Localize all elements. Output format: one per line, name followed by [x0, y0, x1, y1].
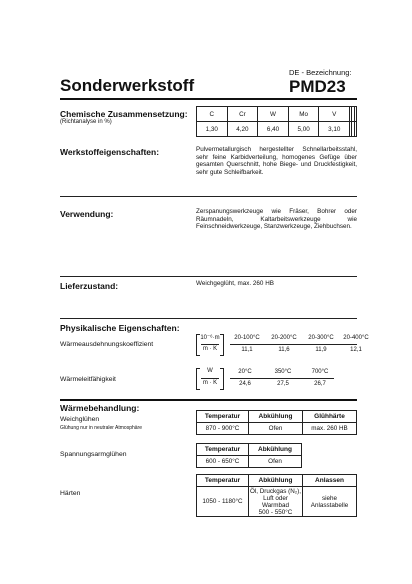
- chem-element: Cr: [227, 107, 258, 122]
- delivery-text: Weichgeglüht, max. 260 HB: [196, 280, 274, 287]
- conductivity-underline: [230, 378, 334, 379]
- expansion-label: Wärmeausdehnungskoeffizient: [60, 341, 154, 348]
- conductivity-temp: 700°C: [311, 369, 329, 375]
- chem-element: C: [197, 107, 228, 122]
- expansion-range: 20-300°C: [308, 335, 334, 341]
- hardening-table: [196, 474, 357, 517]
- fraction-line: [201, 344, 219, 345]
- expansion-value: 12,1: [350, 347, 362, 353]
- chem-heading: Chemische Zusammensetzung:: [60, 109, 188, 119]
- header-divider: [60, 98, 357, 100]
- chem-value: 4,20: [227, 122, 258, 137]
- heat-heading: Wärmebehandlung:: [60, 403, 140, 413]
- expansion-value: 11,9: [315, 347, 327, 353]
- table-header: Temperatur: [197, 444, 249, 456]
- annealing-label: Weichglühen: [60, 416, 100, 423]
- chem-value: 3,10: [319, 122, 350, 137]
- chem-subheading: (Richtanalyse in %): [60, 119, 112, 125]
- expansion-range: 20-100°C: [234, 335, 260, 341]
- table-header: Abkühlung: [249, 411, 303, 423]
- conductivity-unit-top: W: [207, 368, 213, 374]
- table-header: Abkühlung: [249, 475, 303, 487]
- designation-value: PMD23: [289, 77, 346, 96]
- physical-heading: Physikalische Eigenschaften:: [60, 323, 180, 333]
- chem-element: [354, 107, 356, 122]
- stress-table: [196, 443, 302, 468]
- props-text: Pulvermetallurgisch hergestellter Schnellarbeitsstahl, sehr feine Karbidverteilung, homogenes Gefüge über gesamten Querschnitt, hohe Biege- und Druckfestigkeit, sehr gute Schleifbarkeit.: [196, 146, 357, 176]
- usage-heading: Verwendung:: [60, 209, 114, 219]
- section-divider: [60, 399, 357, 401]
- table-cell: 870 - 900°C: [197, 423, 249, 435]
- conductivity-value: 27,5: [277, 381, 289, 387]
- conductivity-unit-bottom: m · K: [202, 380, 218, 386]
- cooling-line: 500 - 550°C: [258, 508, 293, 516]
- section-divider: [60, 318, 357, 319]
- cooling-line: Öl, Druckgas (N₂),: [249, 487, 302, 495]
- chem-value: 6,40: [258, 122, 289, 137]
- table-header: Glühhärte: [303, 411, 357, 423]
- props-heading: Werkstoffeigenschaften:: [60, 147, 160, 157]
- table-cell: 1050 - 1180°C: [197, 487, 249, 517]
- cooling-line: Luft oder Warmbad: [261, 494, 290, 509]
- table-cell: [303, 487, 357, 517]
- chem-table: [196, 106, 357, 137]
- table-cell: Ofen: [249, 423, 303, 435]
- section-divider: [60, 196, 357, 197]
- table-cell: Ofen: [249, 456, 302, 468]
- expansion-unit-top: 10⁻⁶·m: [200, 335, 220, 341]
- table-header: Temperatur: [197, 475, 249, 487]
- chem-value: [354, 122, 356, 137]
- chem-element: V: [319, 107, 350, 122]
- conductivity-temp: 350°C: [274, 369, 292, 375]
- expansion-underline: [230, 344, 357, 345]
- conductivity-label: Wärmeleitfähigkeit: [60, 376, 116, 383]
- chem-element: W: [258, 107, 289, 122]
- expansion-range: 20-400°C: [343, 335, 369, 341]
- fraction-line: [201, 378, 219, 379]
- chem-value: 1,30: [197, 122, 228, 137]
- conductivity-value: 26,7: [314, 381, 326, 387]
- delivery-heading: Lieferzustand:: [60, 281, 119, 291]
- annealing-sub: Glühung nur in neutraler Atmosphäre: [60, 425, 142, 431]
- expansion-value: 11,6: [278, 347, 290, 353]
- hardening-label: Härten: [60, 490, 81, 497]
- tempering-line: siehe: [321, 494, 338, 502]
- table-cell: 600 - 650°C: [197, 456, 249, 468]
- chem-element: Mo: [288, 107, 319, 122]
- table-cell: max. 260 HB: [303, 423, 357, 435]
- table-header: Temperatur: [197, 411, 249, 423]
- table-header: Anlassen: [303, 475, 357, 487]
- conductivity-temp: 20°C: [238, 369, 252, 375]
- usage-text: Zerspanungswerkzeuge wie Fräser, Bohrer oder Räumnadeln, Kaltarbeitswerkzeuge wie Feinschneidwerkzeuge, Stanzwerkzeuge, Ziehbuchsen.: [196, 208, 357, 231]
- table-header: Abkühlung: [249, 444, 302, 456]
- chem-value: 5,00: [288, 122, 319, 137]
- stress-label: Spannungsarmglühen: [60, 451, 127, 458]
- expansion-value: 11,1: [241, 347, 253, 353]
- conductivity-value: 24,6: [239, 381, 251, 387]
- annealing-table: [196, 410, 357, 435]
- page-title: Sonderwerkstoff: [60, 76, 195, 95]
- table-cell: [249, 487, 303, 517]
- expansion-unit-bottom: m · K: [202, 346, 218, 352]
- designation-label: DE - Bezeichnung:: [289, 68, 352, 77]
- tempering-line: Anlasstabelle: [310, 501, 349, 509]
- expansion-range: 20-200°C: [271, 335, 297, 341]
- section-divider: [60, 276, 357, 277]
